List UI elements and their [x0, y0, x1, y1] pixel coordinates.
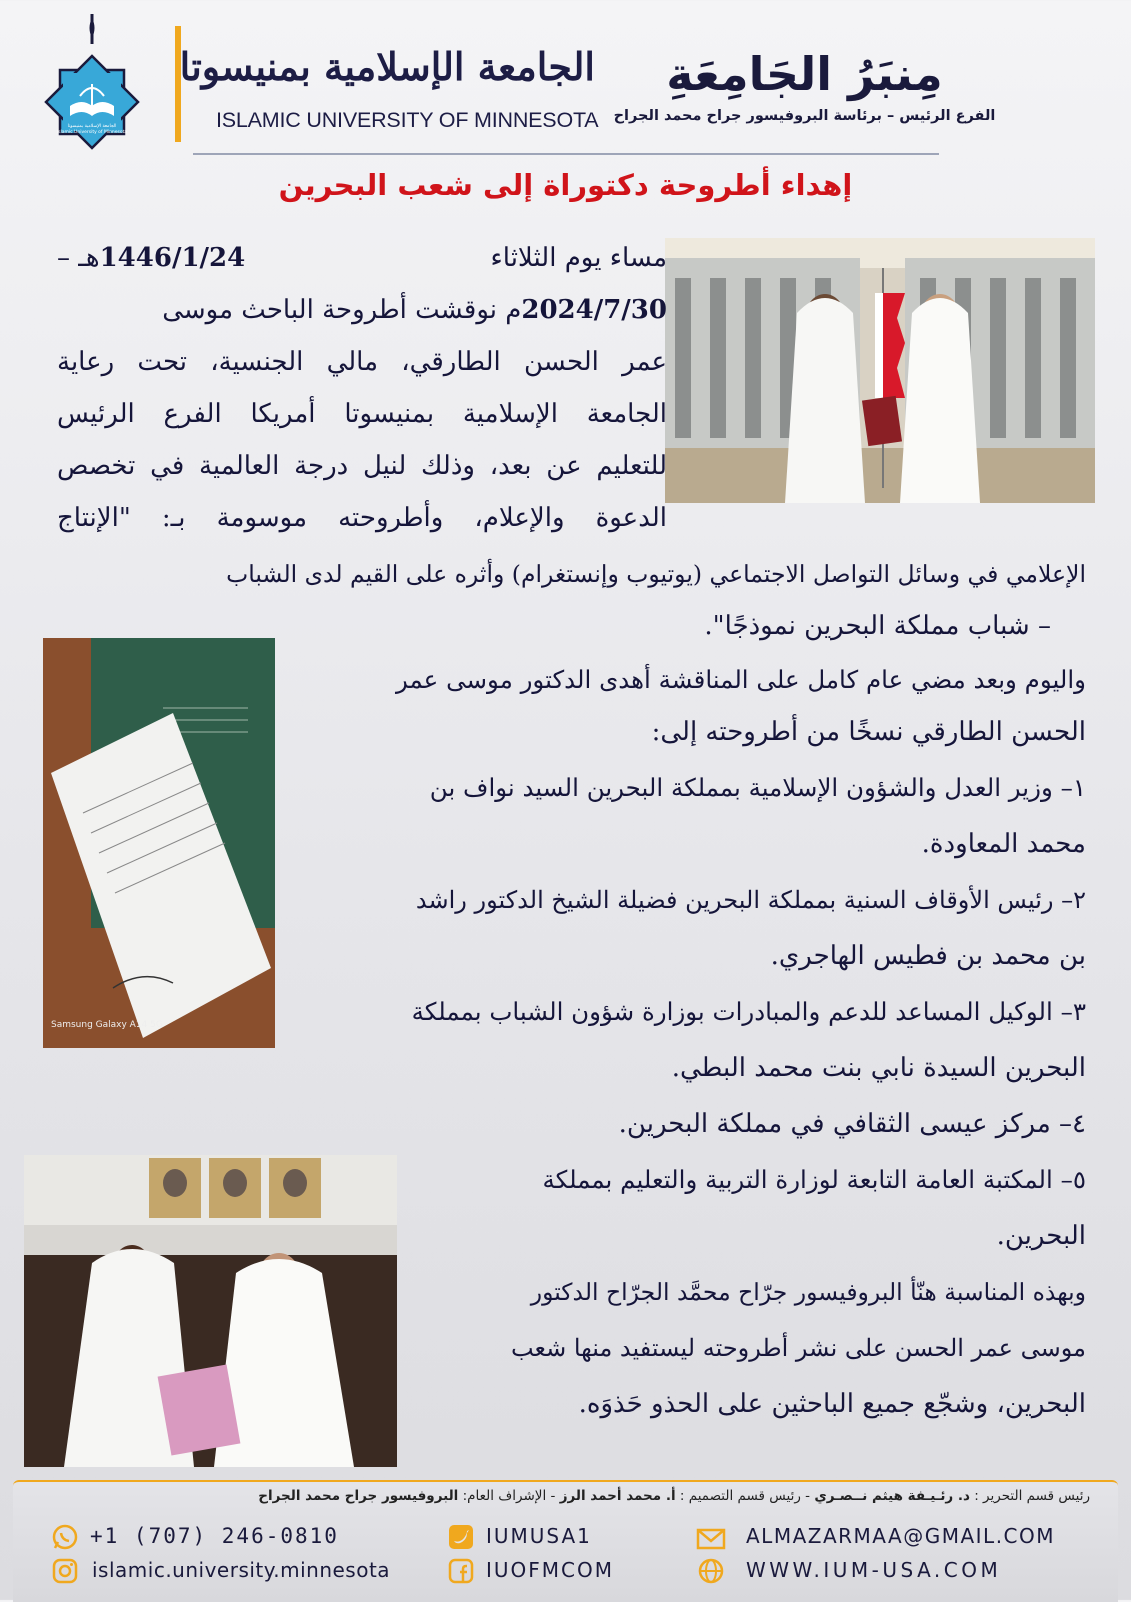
star-emblem-icon: [40, 14, 144, 159]
email-icon: [696, 1526, 726, 1552]
item1-line2: محمد المعاودة.: [921, 829, 1086, 859]
credit-supervision-name: البروفيسور جراح محمد الجراح: [258, 1488, 459, 1504]
platform-title: مِنبَرُ الجَامِعَةِ: [666, 47, 943, 101]
closing-line1: وبهذه المناسبة هنّأ البروفيسور جرّاح محمَّد الجرّاح الدكتور: [530, 1278, 1086, 1306]
item2-line2: بن محمد بن فطيس الهاجري.: [770, 941, 1086, 971]
photo-thesis-icon: [43, 638, 275, 1048]
header-rule: [193, 153, 939, 155]
photo-handover-office: [665, 238, 1095, 503]
twitter-icon: [448, 1524, 474, 1550]
credit-editor-label: رئيس قسم التحرير :: [974, 1488, 1090, 1504]
photo-thesis-document: [43, 638, 275, 1048]
item3-line2: البحرين السيدة نابي بنت محمد البطي.: [671, 1053, 1086, 1083]
item5-line1: ٥– المكتبة العامة التابعة لوزارة التربية والتعليم بمملكة: [542, 1165, 1086, 1194]
university-name-en: ISLAMIC UNIVERSITY OF MINNESOTA: [216, 108, 599, 132]
globe-icon: [698, 1558, 724, 1584]
contact-facebook[interactable]: IUOFMCOM: [486, 1558, 615, 1582]
credit-supervision-label: - الإشراف العام:: [462, 1488, 556, 1504]
logo-caption-en: Islamic University of Minnesota: [56, 130, 128, 135]
para1-line4: الجامعة الإسلامية بمنيسوتا أمريكا الفرع الرئيس: [57, 399, 667, 429]
photo-handover-awqaf: [24, 1155, 397, 1467]
logo-caption-ar: الجامعة الإسلامية بمنيسوتا: [67, 124, 117, 129]
para1-line3: عمر الحسن الطارقي، مالي الجنسية، تحت رعاية: [57, 347, 667, 377]
contact-phone[interactable]: +1 (707) 246-0810: [90, 1524, 339, 1548]
article-headline: إهداء أطروحة دكتوراة إلى شعب البحرين: [278, 168, 853, 202]
item3-line1: ٣– الوكيل المساعد للدعم والمبادرات بوزارة شؤون الشباب بمملكة: [411, 997, 1086, 1026]
item4-line1: ٤– مركز عيسى الثقافي في مملكة البحرين.: [618, 1109, 1086, 1139]
para1-line5: للتعليم عن بعد، وذلك لنيل درجة العالمية في تخصص: [57, 451, 667, 481]
para1-line8: – شباب مملكة البحرين نموذجًا".: [704, 611, 1051, 641]
university-logo: [40, 14, 144, 159]
closing-line2: موسى عمر الحسن على نشر أطروحته ليستفيد منها شعب: [510, 1334, 1086, 1362]
para2-line2: الحسن الطارقي نسخًا من أطروحته إلى:: [651, 717, 1086, 747]
camera-watermark: Samsung Galaxy A14 5G: [51, 1020, 163, 1030]
contact-website[interactable]: WWW.IUM-USA.COM: [746, 1558, 1002, 1582]
para1-line7: الإعلامي في وسائل التواصل الاجتماعي (يوتيوب وإنستغرام) وأثره على القيم لدى الشباب: [226, 560, 1086, 588]
credit-design-name: أ. محمد أحمد الرز: [559, 1488, 676, 1504]
para1-line1: مساء يوم الثلاثاء 1446/1/24هـ –: [57, 243, 667, 273]
credit-design-label: - رئيس قسم التصميم :: [679, 1488, 811, 1504]
item1-line1: ١– وزير العدل والشؤون الإسلامية بمملكة البحرين السيد نواف بن: [429, 773, 1086, 802]
photo-awqaf-icon: [24, 1155, 397, 1467]
university-name-ar: الجامعة الإسلامية بمنيسوتا: [179, 44, 595, 89]
whatsapp-icon: [52, 1524, 78, 1550]
closing-line3: البحرين، وشجّع جميع الباحثين على الحذو حَذوَه.: [578, 1389, 1086, 1419]
para1-line2: 2024/7/30م نوقشت أطروحة الباحث موسى: [162, 295, 667, 325]
para2-line1: واليوم وبعد مضي عام كامل على المناقشة أهدى الدكتور موسى عمر: [396, 665, 1086, 694]
credit-editor-name: د. رئـيـفة هيثم نــصـري: [814, 1488, 970, 1504]
contact-email[interactable]: ALMAZARMAA@GMAIL.COM: [746, 1524, 1056, 1548]
contact-twitter[interactable]: IUMUSA1: [486, 1524, 592, 1548]
footer-credits: [30, 1488, 1090, 1504]
para1-line6: الدعوة والإعلام، وأطروحته موسومة بـ: "الإنتاج: [57, 503, 667, 533]
photo-handover-icon: [665, 238, 1095, 503]
item5-line2: البحرين.: [996, 1221, 1086, 1251]
platform-subtitle: الفرع الرئيس – برئاسة البروفيسور جراح محمد الجراح: [613, 108, 996, 124]
contact-instagram[interactable]: islamic.university.minnesota: [92, 1558, 391, 1582]
facebook-icon: [448, 1558, 474, 1584]
instagram-icon: [52, 1558, 78, 1584]
item2-line1: ٢– رئيس الأوقاف السنية بمملكة البحرين فضيلة الشيخ الدكتور راشد: [415, 886, 1086, 914]
